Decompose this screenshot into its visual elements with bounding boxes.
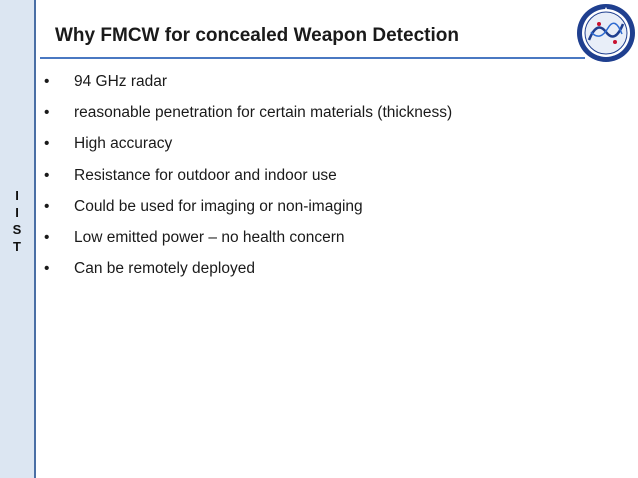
bullet-dot: •: [44, 135, 50, 153]
bullet-dot: •: [44, 103, 50, 121]
bullet-dot: •: [44, 197, 50, 215]
list-item: [44, 191, 452, 222]
title-underline: [40, 57, 585, 59]
list-item: [44, 160, 452, 191]
side-letter: I: [15, 188, 19, 203]
side-panel: [0, 0, 36, 478]
list-item: [44, 222, 452, 253]
bullet-dot: •: [44, 166, 50, 184]
slide-title: Why FMCW for concealed Weapon Detection: [55, 25, 459, 46]
side-panel-letters: [0, 187, 34, 255]
list-item: [44, 254, 452, 285]
bullet-text: reasonable penetration for certain materials (thickness): [74, 103, 453, 121]
bullet-dot: •: [44, 72, 50, 90]
bullet-dot: •: [44, 229, 50, 247]
bullet-text: High accuracy: [74, 135, 173, 153]
bullet-list: [44, 66, 452, 285]
bullet-text: Can be remotely deployed: [74, 260, 255, 278]
bullet-text: Resistance for outdoor and indoor use: [74, 166, 337, 184]
bullet-text: Could be used for imaging or non-imaging: [74, 197, 363, 215]
bullet-text: 94 GHz radar: [74, 72, 168, 90]
list-item: [44, 66, 452, 97]
bullet-dot: •: [44, 260, 50, 278]
side-letter: I: [15, 205, 19, 220]
bullet-text: Low emitted power – no health concern: [74, 229, 345, 247]
emblem-logo-icon: [575, 2, 637, 64]
list-item: [44, 129, 452, 160]
list-item: [44, 97, 452, 128]
side-letter: S: [12, 222, 22, 237]
side-letter: T: [13, 239, 21, 254]
